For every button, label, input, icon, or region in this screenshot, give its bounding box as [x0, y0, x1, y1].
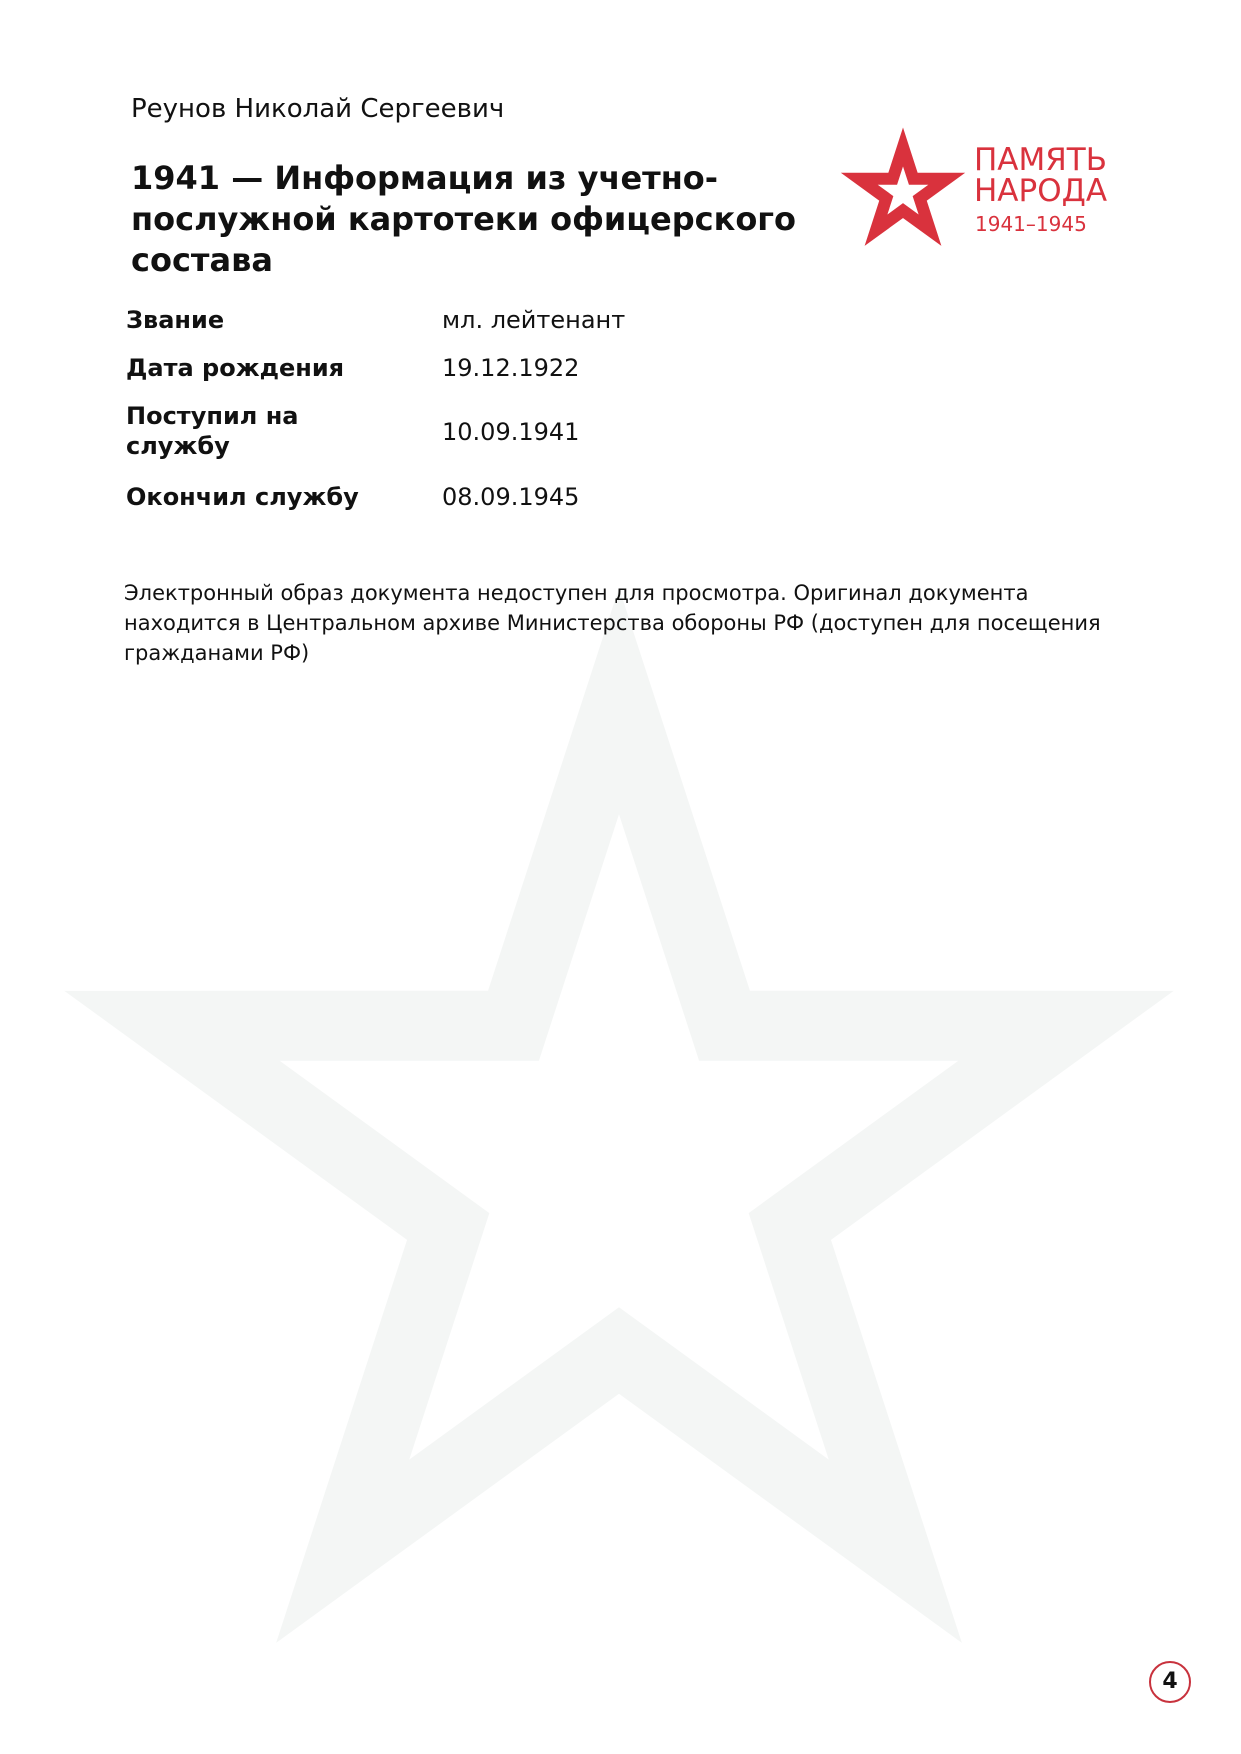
logo-text-line1: ПАМЯТЬ [974, 142, 1108, 178]
document-title: 1941 — Информация из учетно-послужной картотеки офицерского состава [131, 159, 796, 279]
logo-star-icon [859, 147, 946, 230]
page-number: 4 [1149, 1661, 1191, 1703]
field-value-service-end: 08.09.1945 [442, 483, 580, 511]
logo-text-line2: НАРОДА [974, 173, 1108, 209]
field-label-rank: Звание [126, 306, 225, 334]
field-value-rank: мл. лейтенант [442, 306, 626, 334]
availability-notice: Электронный образ документа недоступен для просмотра. Оригинал документа находится в Центральном архиве Министерства обороны РФ (доступен для посещения гражданами РФ) [124, 581, 1101, 665]
field-value-service-start: 10.09.1941 [442, 418, 580, 446]
logo-years: 1941–1945 [975, 212, 1087, 236]
field-label-birth-date: Дата рождения [126, 354, 345, 382]
field-label-service-end: Окончил службу [126, 483, 359, 511]
field-value-birth-date: 19.12.1922 [442, 354, 580, 382]
person-name: Реунов Николай Сергеевич [131, 94, 505, 124]
field-label-service-start: Поступил на службу [126, 402, 299, 460]
